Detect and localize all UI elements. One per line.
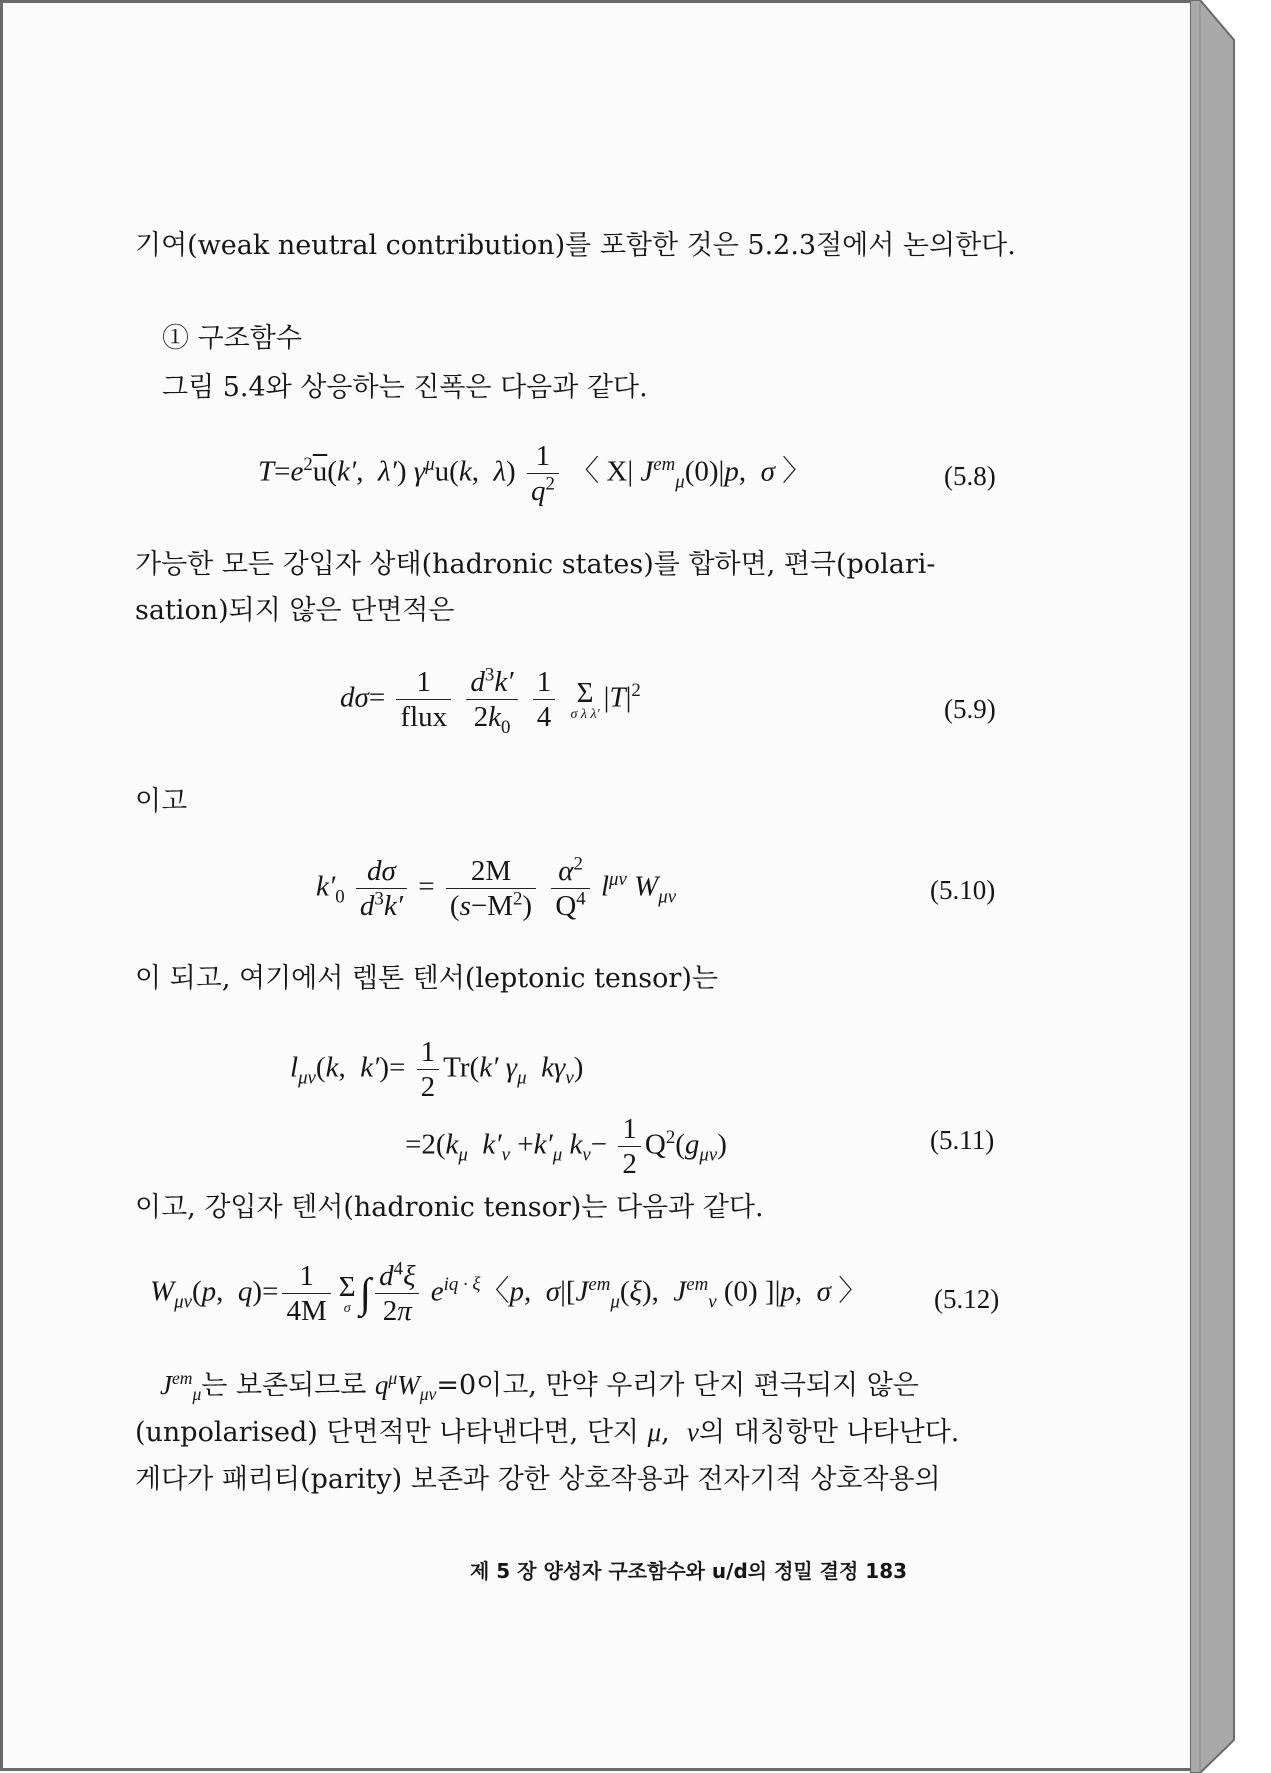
paragraph-line: $J^{em}_\mu$는 보존되므로 $q^\mu W_{\mu\nu}=0$이고, 만약 우리가 단지 편극되지 않은 xyxy=(160,1368,919,1405)
paragraph-line: sation)되지 않은 단면적은 xyxy=(135,595,455,626)
equation-number: (5.10) xyxy=(930,875,996,905)
paragraph-text: =0이고, 만약 우리가 단지 편극되지 않은 xyxy=(436,1370,919,1401)
equation-5-12: $W_{\mu\nu}(p$, q)= $\frac{1}{4M}$ Σ σ ∫ $\frac{d^4\xi}{2\pi}$ $e^{iq \cdot \xi}$〈p, $\sigma|[J^{em}_\mu(\xi)$, $J^{em}_\nu$ (0) ]|p, σ 〉 xyxy=(150,1258,868,1327)
equation-number: (5.9) xyxy=(944,694,996,724)
paragraph-line: 이 되고, 여기에서 렙톤 텐서(leptonic tensor)는 xyxy=(135,963,718,994)
equation-5-11-line1: $l_{\mu\nu}(k$, k′)= $\frac{1}{2}$ Tr(k′ $\gamma_\mu$ $k\gamma_\nu$) xyxy=(290,1036,584,1103)
equation-number: (5.8) xyxy=(944,461,996,491)
equation-number: (5.11) xyxy=(930,1125,995,1155)
running-footer: 제 5 장 양성자 구조함수와 u/d의 정밀 결정 183 xyxy=(470,1559,908,1583)
equation-5-9: dσ= $\frac{1}{\text{flux}}$ $\frac{d^3k'}{2k_0}$ $\frac{1}{4}$ Σ σ λ λ′ $|T|^2$ xyxy=(340,664,641,738)
equation-5-8: $T=e^2\overline{u}(k'$, λ′) $\gamma^\mu u(k$, λ) $\frac{1}{q^2}$ 〈 X| $J^{em}_\mu(0)|p$, σ 〉 xyxy=(258,440,812,507)
paragraph-text: 는 보존되므로 xyxy=(201,1370,367,1401)
paragraph-text: (unpolarised) 단면적만 나타낸다면, 단지 xyxy=(135,1417,640,1448)
paragraph-line: 게다가 패리티(parity) 보존과 강한 상호작용과 전자기적 상호작용의 xyxy=(135,1464,941,1495)
paragraph-line: 이고 xyxy=(135,786,188,817)
paragraph-line: 이고, 강입자 텐서(hadronic tensor)는 다음과 같다. xyxy=(135,1192,764,1223)
section-heading: ① 구조함수 xyxy=(162,323,302,354)
paragraph-line: 그림 5.4와 상응하는 진폭은 다음과 같다. xyxy=(162,372,648,403)
paragraph-text: 의 대칭항만 나타난다. xyxy=(698,1417,960,1448)
equation-5-10: $k'_0$ $\frac{d\sigma}{d^3k'}$ = $\frac{2M}{(s-M^2)}$ $\frac{\alpha^2}{Q^4}$ $l^{\mu\nu}$ $W_{\mu\nu}$ xyxy=(316,853,677,922)
paragraph-line: 기여(weak neutral contribution)를 포함한 것은 5.2.3절에서 논의한다. xyxy=(135,230,1016,261)
equation-number: (5.12) xyxy=(934,1284,1000,1314)
equation-5-11-line2: $=2(k_\mu$ $k'_\nu +k'_\mu$ $k_\nu-$ $\frac{1}{2}$ $Q^2(g_{\mu\nu})$ xyxy=(405,1113,727,1180)
paragraph-line: 가능한 모든 강입자 상태(hadronic states)를 합하면, 편극(polari- xyxy=(135,549,936,580)
paragraph-line: (unpolarised) 단면적만 나타낸다면, 단지 μ, ν의 대칭항만 나타난다. xyxy=(135,1417,960,1448)
page-stack-edge xyxy=(1190,0,1236,1773)
